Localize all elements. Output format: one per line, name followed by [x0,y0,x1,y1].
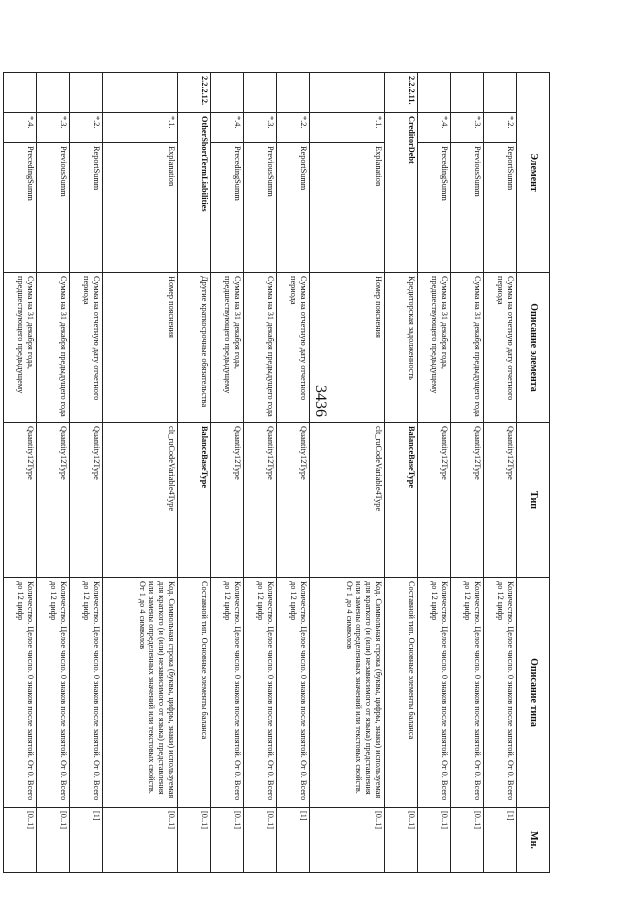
element-table [3,72,550,873]
cell-type: clt_ruCodeVariable4Type [103,423,178,578]
cell-num [211,73,244,113]
header-element: Элемент [517,73,550,273]
cell-name: Explanation [103,143,178,273]
cell-type: Quantity12Type [451,423,484,578]
cell-mult: [1] [277,808,310,873]
cell-mult: [0..1] [244,808,277,873]
header-description: Описание элемента [517,273,550,423]
cell-desc: Сумма на 31 декабря предыдущего года [37,273,70,423]
cell-num [244,73,277,113]
table-row [484,73,517,873]
table-row [70,73,103,873]
cell-desc: Сумма на 31 декабря года, предшествующего предыдущему [211,273,244,423]
cell-mult: [0..1] [103,808,178,873]
cell-name: ReportSumm [484,143,517,273]
table-row [277,73,310,873]
rotated-table-wrapper [16,72,550,872]
cell-sub: *.4. [211,113,244,143]
cell-type-desc: Количество. Целое число. 0 знаков после запятой. От 0. Всего до 12 цифр [451,578,484,808]
cell-type-desc: Код. Символьная строка (буквы, цифры, знаки) используемая для краткого (и (или) независимого от языка) представления или замены определенных значений или текстовых свойств. От 1 до 4 символов [103,578,178,808]
cell-mult: [0..1] [4,808,37,873]
cell-sub: *.2. [484,113,517,143]
cell-desc: Сумма на 31 декабря предыдущего года [451,273,484,423]
cell-desc: Сумма на отчетную дату отчетного периода [277,273,310,423]
cell-name: PrecedingSumm [418,143,451,273]
cell-name: OtherShortTermLiabilities [178,113,211,273]
cell-type: BalanceBaseType [178,423,211,578]
cell-mult: [1] [70,808,103,873]
cell-type: Quantity12Type [4,423,37,578]
cell-type-desc: Количество. Целое число. 0 знаков после запятой. От 0. Всего до 12 цифр [211,578,244,808]
cell-num [4,73,37,113]
cell-num: 2.2.2.12. [178,73,211,113]
cell-mult: [0..1] [310,808,385,873]
cell-type-desc: Код. Символьная строка (буквы, цифры, знаки) используемая для краткого (и (или) независимого от языка) представления или замены определенных значений или текстовых свойств. От 1 до 4 символов [310,578,385,808]
cell-num [418,73,451,113]
cell-desc: Номер пояснения [310,273,385,423]
cell-num [103,73,178,113]
table-row [178,73,211,873]
cell-name: ReportSumm [277,143,310,273]
cell-sub: *.4. [418,113,451,143]
cell-sub: *.1. [103,113,178,143]
cell-sub: *.4. [4,113,37,143]
table-row [37,73,70,873]
cell-type: clt_ruCodeVariable4Type [310,423,385,578]
table-row [103,73,178,873]
cell-type-desc: Составной тип. Основные элементы баланса [385,578,418,808]
cell-desc: Сумма на отчетную дату отчетного периода [70,273,103,423]
cell-num [484,73,517,113]
page-number: 3436 [312,385,329,417]
cell-name: Explanation [310,143,385,273]
cell-sub: *.3. [451,113,484,143]
cell-type-desc: Количество. Целое число. 0 знаков после запятой. От 0. Всего до 12 цифр [418,578,451,808]
header-multiplicity: Мн. [517,808,550,873]
table-row [244,73,277,873]
cell-type: Quantity12Type [277,423,310,578]
table-row [211,73,244,873]
cell-type: Quantity12Type [37,423,70,578]
cell-num [451,73,484,113]
header-type: Тип [517,423,550,578]
cell-desc: Сумма на отчетную дату отчетного периода [484,273,517,423]
cell-desc: Сумма на 31 декабря года, предшествующего предыдущему [418,273,451,423]
cell-mult: [0..1] [385,808,418,873]
cell-mult: [0..1] [211,808,244,873]
cell-desc: Сумма на 31 декабря предыдущего года [244,273,277,423]
table-row [385,73,418,873]
cell-name: PreviousSumm [244,143,277,273]
cell-name: ReportSumm [70,143,103,273]
cell-num [277,73,310,113]
cell-name: PreviousSumm [451,143,484,273]
cell-mult: [0..1] [418,808,451,873]
cell-name: PrecedingSumm [4,143,37,273]
cell-name: PreviousSumm [37,143,70,273]
cell-type: Quantity12Type [211,423,244,578]
cell-mult: [0..1] [37,808,70,873]
cell-type: Quantity12Type [244,423,277,578]
cell-type-desc: Составной тип. Основные элементы баланса [178,578,211,808]
cell-mult: [0..1] [178,808,211,873]
cell-type-desc: Количество. Целое число. 0 знаков после запятой. От 0. Всего до 12 цифр [277,578,310,808]
table-row [4,73,37,873]
cell-name: PrecedingSumm [211,143,244,273]
cell-desc: Сумма на 31 декабря года, предшествующего предыдущему [4,273,37,423]
cell-desc: Другие краткосрочные обязательства [178,273,211,423]
cell-sub: *.3. [37,113,70,143]
cell-sub: *.1. [310,113,385,143]
cell-num [37,73,70,113]
cell-type: Quantity12Type [418,423,451,578]
cell-mult: [0..1] [451,808,484,873]
cell-type-desc: Количество. Целое число. 0 знаков после запятой. От 0. Всего до 12 цифр [244,578,277,808]
table-row [451,73,484,873]
cell-type: Quantity12Type [70,423,103,578]
cell-num [310,73,385,113]
header-type-description: Описание типа [517,578,550,808]
cell-type-desc: Количество. Целое число. 0 знаков после запятой. От 0. Всего до 12 цифр [484,578,517,808]
cell-type-desc: Количество. Целое число. 0 знаков после запятой. От 0. Всего до 12 цифр [37,578,70,808]
cell-num [70,73,103,113]
cell-sub: *.2. [70,113,103,143]
cell-num: 2.2.2.11. [385,73,418,113]
cell-name: CreditorDebt [385,113,418,273]
cell-type: Quantity12Type [484,423,517,578]
cell-sub: *.3. [244,113,277,143]
cell-type-desc: Количество. Целое число. 0 знаков после запятой. От 0. Всего до 12 цифр [4,578,37,808]
cell-desc: Номер пояснения [103,273,178,423]
table-row [310,73,385,873]
table-row [418,73,451,873]
cell-desc: Кредиторская задолженность [385,273,418,423]
cell-type-desc: Количество. Целое число. 0 знаков после запятой. От 0. Всего до 12 цифр [70,578,103,808]
cell-sub: *.2. [277,113,310,143]
table-header-row [517,73,550,873]
cell-type: BalanceBaseType [385,423,418,578]
cell-mult: [1] [484,808,517,873]
